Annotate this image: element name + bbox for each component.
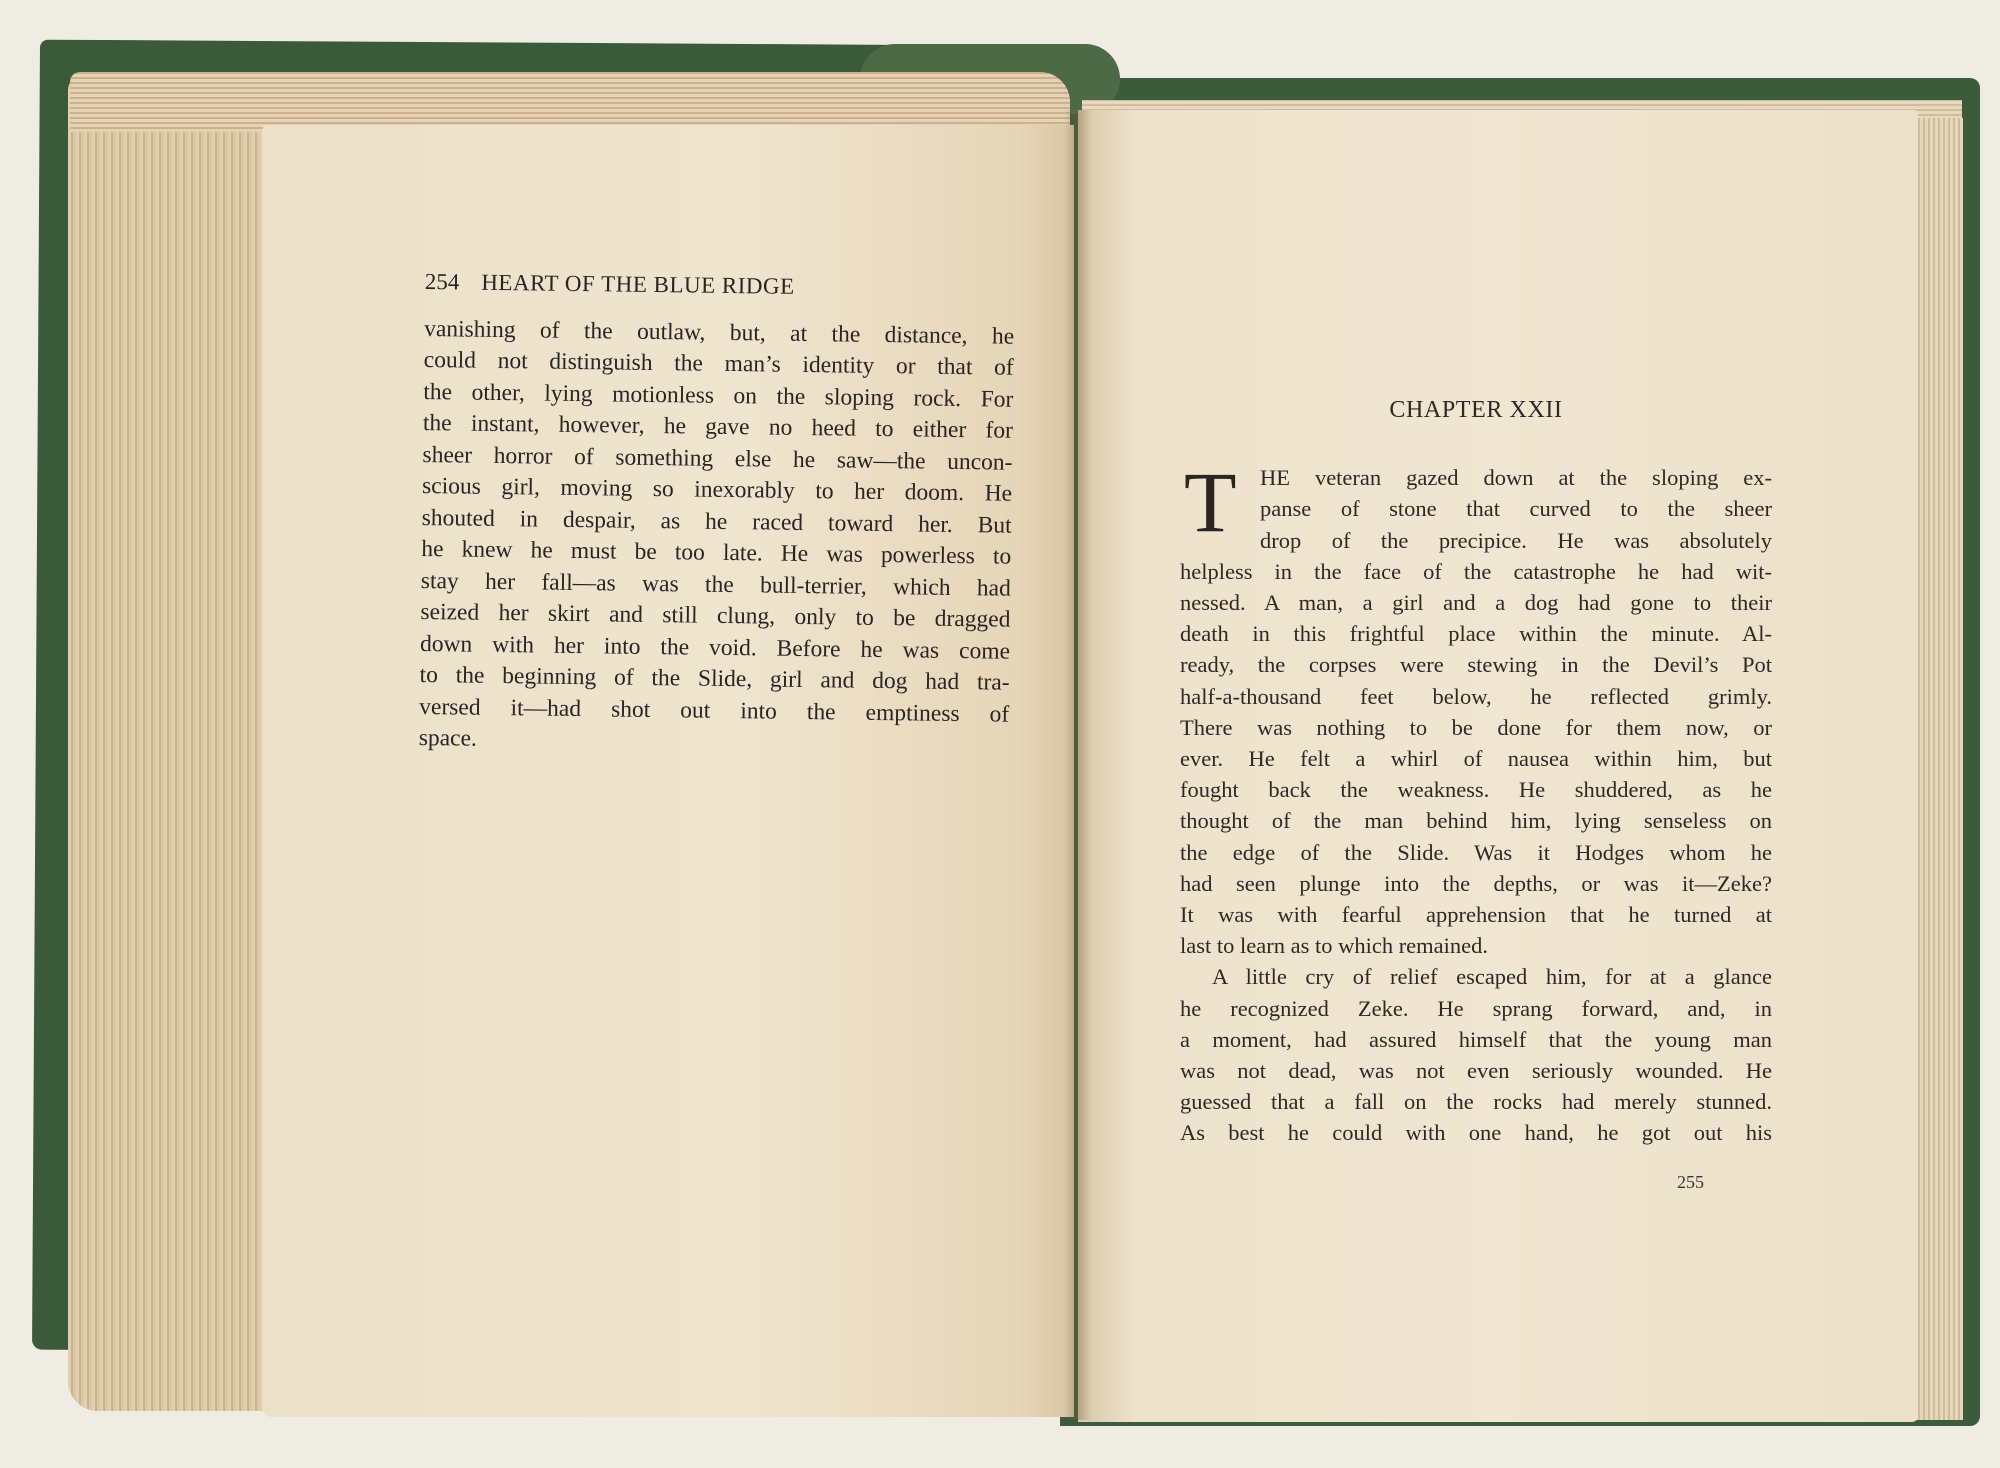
- text-line: panse of stone that curved to the sheer: [1260, 496, 1772, 522]
- left-page-body: [419, 313, 1015, 762]
- text-line: stay her fall—as was the bull-terrier, which had: [420, 567, 1012, 602]
- text-line: helpless in the face of the catastrophe he had wit-: [1180, 558, 1772, 584]
- text-line: shouted in despair, as he raced toward her. But: [421, 504, 1012, 539]
- left-page-text: [419, 266, 1015, 762]
- book-gutter: [1064, 110, 1092, 1420]
- text-line: he knew he must be too late. He was powerless to: [421, 535, 1012, 570]
- right-page-number: 255: [1677, 1172, 1704, 1192]
- text-line: had seen plunge into the depths, or was it—Zeke?: [1180, 870, 1772, 896]
- text-line: the instant, however, he gave no heed to either for: [422, 409, 1014, 444]
- text-line: could not distinguish the man’s identity or that of: [423, 346, 1014, 381]
- running-head-title: HEART OF THE BLUE RIDGE: [481, 269, 795, 299]
- text-line: a moment, had assured himself that the young man: [1180, 1026, 1772, 1052]
- text-line: As best he could with one hand, he got out his: [1180, 1120, 1772, 1146]
- page-edges-left: [68, 76, 268, 1411]
- text-line: death in this frightful place within the minute. Al-: [1180, 621, 1772, 647]
- text-line: space.: [418, 724, 478, 752]
- text-line: A little cry of relief escaped him, for at a glance: [1212, 964, 1772, 990]
- chapter-opening: [1180, 454, 1772, 1148]
- drop-cap: T: [1184, 454, 1237, 551]
- text-line: sheer horror of something else he saw—the uncon-: [422, 441, 1013, 476]
- text-line: half-a-thousand feet below, he reflected grimly.: [1180, 683, 1772, 709]
- text-line: scious girl, moving so inexorably to her doom. He: [421, 472, 1013, 507]
- text-line: guessed that a fall on the rocks had merely stunned.: [1180, 1089, 1772, 1115]
- text-line: thought of the man behind him, lying senseless on: [1180, 808, 1772, 834]
- text-line: last to learn as to which remained.: [1180, 933, 1489, 959]
- text-line: to the beginning of the Slide, girl and dog had tra-: [419, 661, 1010, 696]
- text-line: he recognized Zeke. He sprang forward, and, in: [1180, 995, 1772, 1021]
- text-line: vanishing of the outlaw, but, at the distance, he: [424, 315, 1015, 350]
- text-line: nessed. A man, a girl and a dog had gone to their: [1180, 590, 1772, 616]
- text-line: There was nothing to be done for them now, or: [1180, 714, 1772, 740]
- text-line: HE veteran gazed down at the sloping ex-: [1260, 465, 1772, 491]
- text-line: fought back the weakness. He shuddered, as he: [1180, 777, 1772, 803]
- right-page-text: [1180, 395, 1772, 1149]
- text-line: drop of the precipice. He was absolutely: [1260, 527, 1772, 553]
- text-line: ready, the corpses were stewing in the Devil’s Pot: [1180, 652, 1772, 678]
- chapter-title: CHAPTER XXII: [1389, 397, 1563, 423]
- text-line: versed it—had shot out into the emptiness of: [419, 693, 1010, 728]
- left-page-number: 254: [424, 268, 460, 295]
- text-line: the other, lying motionless on the sloping rock. For: [423, 378, 1014, 413]
- page-edges-top: [70, 72, 1070, 132]
- text-line: down with her into the void. Before he was come: [419, 630, 1011, 665]
- text-line: the edge of the Slide. Was it Hodges whom he: [1180, 839, 1772, 865]
- text-line: was not dead, was not even seriously wounded. He: [1180, 1058, 1772, 1084]
- text-line: ever. He felt a whirl of nausea within him, but: [1180, 746, 1772, 772]
- text-line: It was with fearful apprehension that he turned at: [1180, 902, 1772, 928]
- text-line: seized her skirt and still clung, only to be dragged: [420, 598, 1011, 633]
- running-head: [425, 266, 1015, 305]
